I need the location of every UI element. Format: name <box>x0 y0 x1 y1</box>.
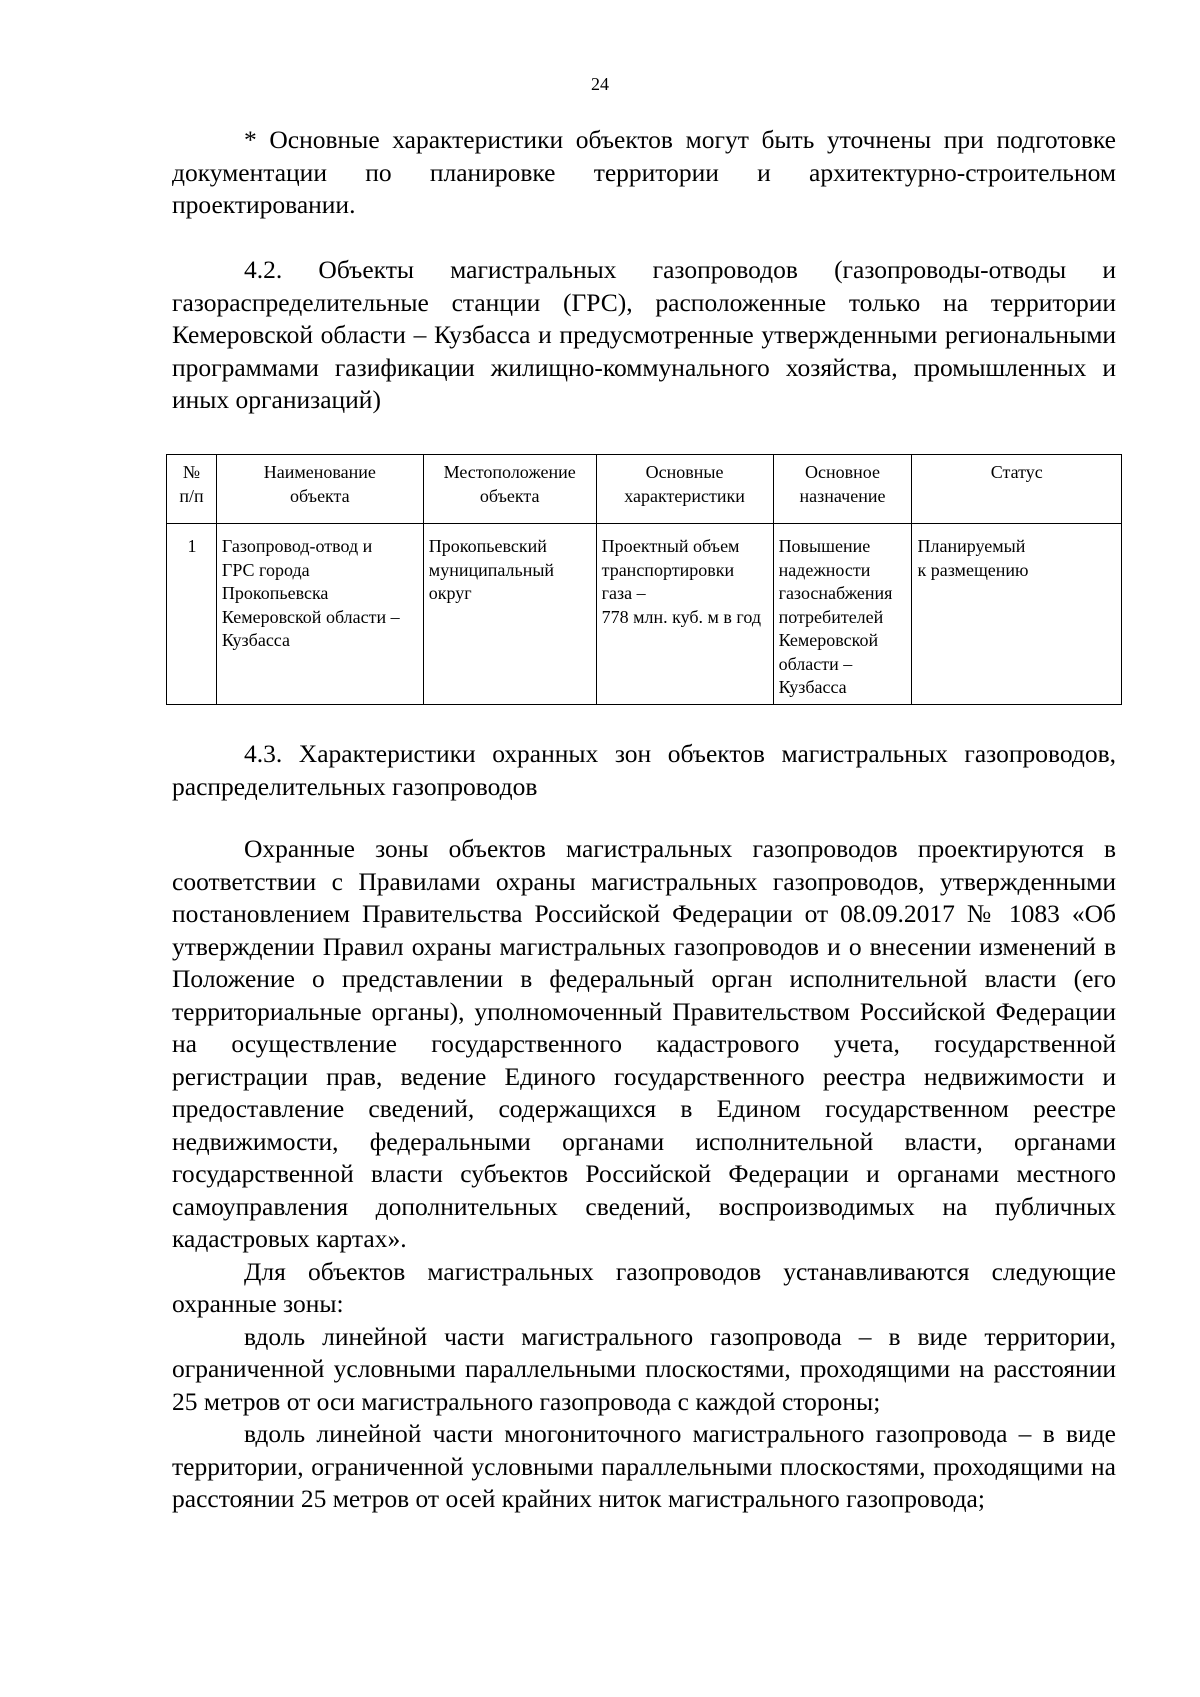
body-paragraph: вдоль линейной части многониточного магистрального газопровода – в виде территории, ограниченной условными параллельными плоскостями, проходящими на расстоянии 25 метров от осей крайних ниток магистрального газопровода; <box>172 1419 1116 1513</box>
section-4-3-heading <box>172 738 1116 803</box>
body-text <box>172 833 1116 1516</box>
body-paragraph: Охранные зоны объектов магистральных газопроводов проектируются в соответствии с Правилами охраны магистральных газопроводов, утвержденными постановлением Правительства Российской Федерации от 08.09.2017 № 1083 «Об утверждении Правил охраны магистральных газопроводов и о внесении изменений в Положение о представлении в федеральный орган исполнительной власти (его территориальные органы), уполномоченный Правительством Российской Федерации на осуществление государственного кадастрового учета, государственной регистрации прав, ведение Единого государственного реестра недвижимости и предоставление сведений, содержащихся в Едином государственном реестре недвижимости, федеральными органами исполнительной власти, органами государственной власти субъектов Российской Федерации и органами местного самоуправления дополнительных сведений, воспроизводимых на публичных кадастровых картах». <box>172 834 1116 1253</box>
footnote <box>172 124 1116 222</box>
header-cell-name: Наименование объекта <box>216 455 423 524</box>
header-cell-status: Статус <box>912 455 1122 524</box>
header-cell-location: Местоположение объекта <box>423 455 596 524</box>
header-cell-number: № п/п <box>167 455 217 524</box>
cell-purpose: Повышение надежности газоснабжения потребителей Кемеровской области – Кузбасса <box>773 524 912 705</box>
body-paragraph: Для объектов магистральных газопроводов устанавливаются следующие охранные зоны: <box>172 1256 1116 1318</box>
cell-number: 1 <box>167 524 217 705</box>
cell-characteristics: Проектный объем транспортировки газа – 778 млн. куб. м в год <box>596 524 773 705</box>
header-cell-characteristics: Основные характеристики <box>596 455 773 524</box>
section-4-2-heading <box>172 254 1116 417</box>
cell-location: Прокопьевский муниципальный округ <box>423 524 596 705</box>
cell-name: Газопровод-отвод и ГРС города Прокопьевска Кемеровской области – Кузбасса <box>216 524 423 705</box>
cell-status: Планируемый к размещению <box>912 524 1122 705</box>
body-paragraph: вдоль линейной части магистрального газопровода – в виде территории, ограниченной условными параллельными плоскостями, проходящими на расстоянии 25 метров от оси магистрального газопровода с каждой стороны; <box>172 1321 1116 1416</box>
page-number: 24 <box>591 74 609 94</box>
section-4-2-title: 4.2. Объекты магистральных газопроводов (газопроводы-отводы и газораспределительные станции (ГРС), расположенные только на территории Кемеровской области – Кузбасса и предусмотренные утвержденными региональными программами газификации жилищно-коммунального хозяйства, промышленных и иных организаций) <box>172 255 1116 414</box>
section-4-3-title: 4.3. Характеристики охранных зон объектов магистральных газопроводов, распределительных газопроводов <box>172 739 1116 801</box>
table-header-row <box>167 455 1122 524</box>
table-row <box>167 524 1122 705</box>
objects-table <box>166 454 1122 705</box>
header-cell-purpose: Основное назначение <box>773 455 912 524</box>
footnote-text: * Основные характеристики объектов могут быть уточнены при подготовке документации по планировке территории и архитектурно-строительном проектировании. <box>172 125 1116 219</box>
